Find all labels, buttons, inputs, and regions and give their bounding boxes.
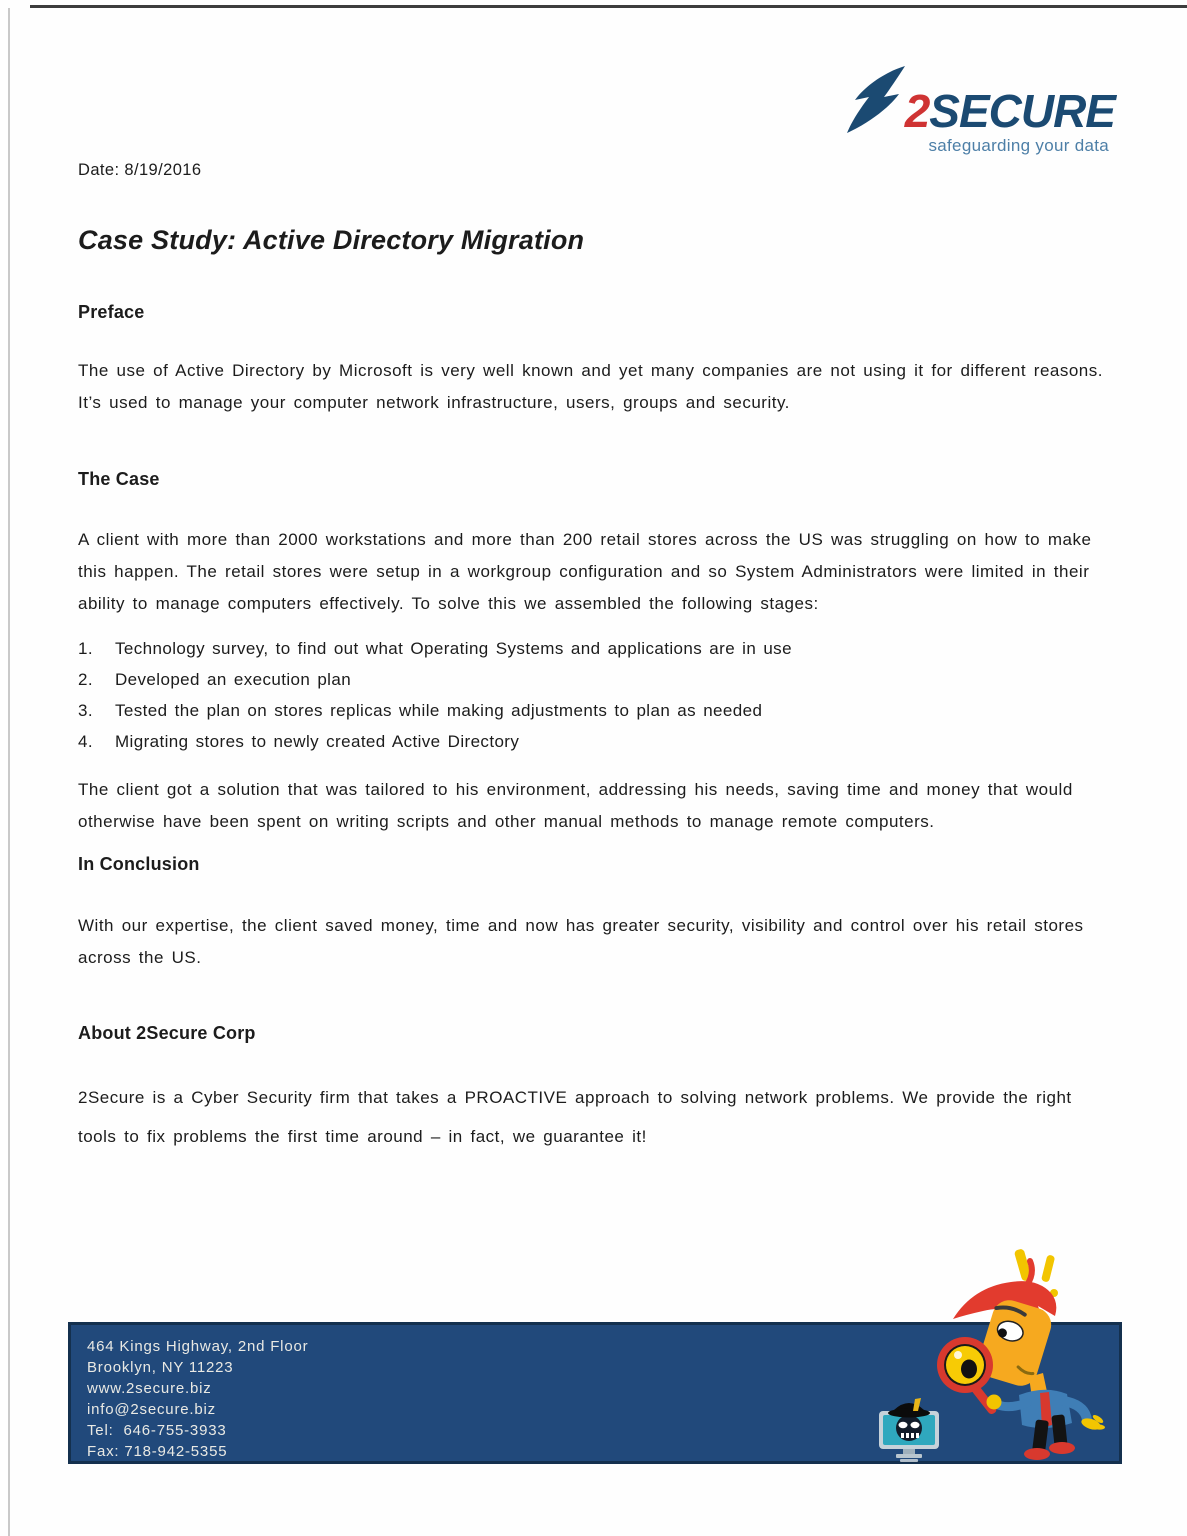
list-item-text: Migrating stores to newly created Active Directory bbox=[115, 732, 520, 751]
list-item bbox=[78, 664, 1117, 695]
logo-tagline: safeguarding your data bbox=[928, 136, 1109, 155]
list-item-number: 1. bbox=[78, 639, 93, 658]
case-heading: The Case bbox=[78, 469, 160, 489]
phone-text: Tel: 646-755-3933 bbox=[87, 1422, 227, 1439]
about-paragraph: 2Secure is a Cyber Security firm that takes a PROACTIVE approach to solving network problems. We provide the right tools to fix problems the first time around – in fact, we guarantee it! bbox=[78, 1088, 1072, 1146]
document-date: Date: 8/19/2016 bbox=[78, 161, 202, 179]
conclusion-paragraph: With our expertise, the client saved money, time and now has greater security, visibility and control over his retail stores across the US. bbox=[78, 916, 1084, 967]
logo-swoosh-icon bbox=[833, 60, 911, 138]
page-edge-line-left bbox=[8, 8, 10, 1536]
page-edge-line-top bbox=[30, 5, 1187, 8]
list-item-text: Tested the plan on stores replicas while making adjustments to plan as needed bbox=[115, 701, 763, 720]
email-text: info@2secure.biz bbox=[87, 1401, 216, 1418]
logo-name: SECURE bbox=[929, 85, 1115, 137]
preface-paragraph: The use of Active Directory by Microsoft is very well known and yet many companies are not using it for different reasons. It’s used to manage your computer network infrastructure, users, groups and security. bbox=[78, 361, 1103, 412]
conclusion-heading: In Conclusion bbox=[78, 854, 200, 874]
about-heading: About 2Secure Corp bbox=[78, 1023, 256, 1043]
preface-heading: Preface bbox=[78, 302, 145, 322]
fax-text: Fax: 718-942-5355 bbox=[87, 1443, 228, 1460]
list-item bbox=[78, 695, 1117, 726]
list-item-text: Technology survey, to find out what Operating Systems and applications are in use bbox=[115, 639, 792, 658]
document-title: Case Study: Active Directory Migration bbox=[78, 225, 585, 255]
list-item bbox=[78, 726, 1117, 757]
detective-mascot-illustration bbox=[915, 1243, 1105, 1468]
company-logo bbox=[815, 60, 1115, 156]
logo-number: 2 bbox=[904, 85, 930, 137]
stages-list bbox=[78, 633, 1117, 757]
footer-address-line-2: Brooklyn, NY 11223 bbox=[87, 1359, 234, 1376]
list-item bbox=[78, 633, 1117, 664]
case-paragraph: A client with more than 2000 workstations and more than 200 retail stores across the US was struggling on how to make this happen. The retail stores were setup in a workgroup configuration and so System Administrators were limited in their ability to manage computers effectively. To solve this we assembled the following stages: bbox=[78, 530, 1092, 613]
list-item-number: 4. bbox=[78, 732, 93, 751]
website-text: www.2secure.biz bbox=[87, 1380, 212, 1397]
list-item-number: 2. bbox=[78, 670, 93, 689]
list-item-number: 3. bbox=[78, 701, 93, 720]
list-item-text: Developed an execution plan bbox=[115, 670, 352, 689]
footer-address-line-1: 464 Kings Highway, 2nd Floor bbox=[87, 1338, 309, 1355]
case-result-paragraph: The client got a solution that was tailored to his environment, addressing his needs, saving time and money that would otherwise have been spent on writing scripts and other manual methods to manage remote computers. bbox=[78, 780, 1073, 831]
